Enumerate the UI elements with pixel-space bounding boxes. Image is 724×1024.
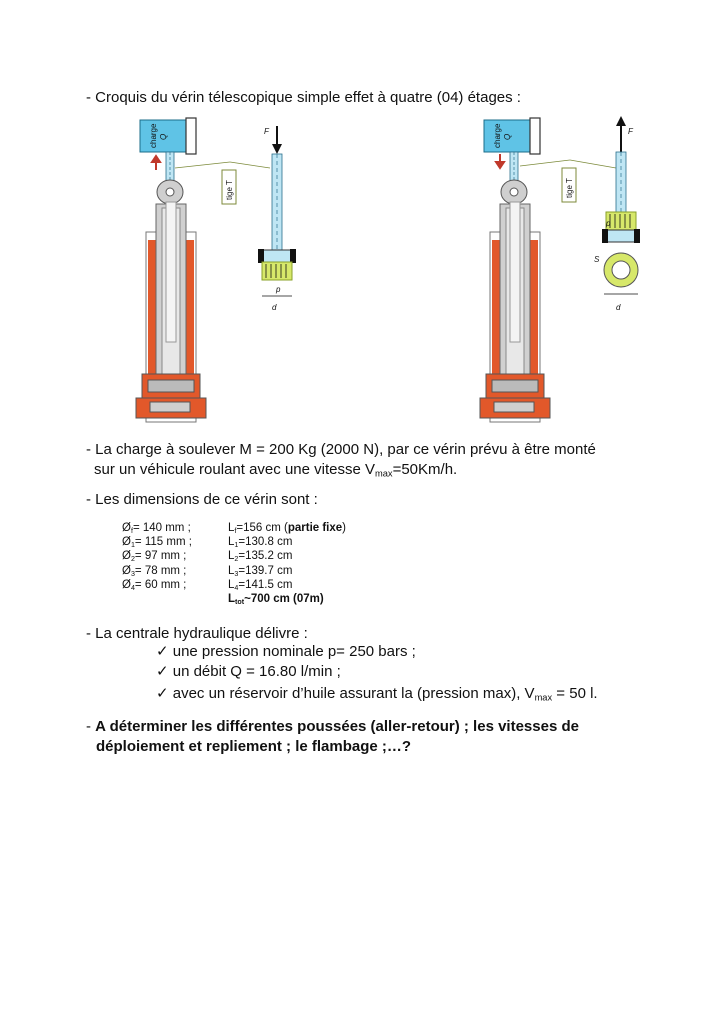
- task-line-1: - A déterminer les différentes poussées (aller-retour) ; les vitesses de: [86, 718, 579, 735]
- intro-text: - Croquis du vérin télescopique simple effet à quatre (04) étages :: [86, 89, 521, 106]
- dimension-row: $Ø_4= 60$ mm ; $L_4=141.5$ cm: [122, 578, 293, 592]
- dimensions-list: [122, 521, 346, 606]
- cylinder-sketch-retracted: [470, 112, 660, 428]
- dimension-row: $Ø_2= 97$ mm ; $L_2=135.2$ cm: [122, 550, 293, 564]
- load-line-2: sur un véhicule roulant avec une vitesse $V_{max}=50Km/h$.: [94, 461, 458, 479]
- charge-label: charge: [149, 123, 158, 148]
- hydraulic-item-pressure: ✓ une pression nominale p= 250 bars ;: [156, 643, 416, 660]
- hydraulic-title: - La centrale hydraulique délivre :: [86, 625, 308, 642]
- dimension-row: $Ø_1= 115$ mm ; $L_1=130.8$ cm: [122, 536, 293, 549]
- dimensions-title: - Les dimensions de ce vérin sont :: [86, 491, 318, 508]
- s-label: S: [594, 255, 600, 264]
- d-label: d: [616, 303, 621, 312]
- cylinder-sketch-extended: [120, 112, 310, 428]
- p-label: p: [606, 219, 611, 228]
- charge-label: charge: [493, 123, 502, 148]
- force-label: F: [628, 127, 633, 136]
- task-line-2: déploiement et repliement ; le flambage ;…?: [96, 738, 412, 755]
- dimension-row: $Ø_3= 78$ mm ; $L_3=139.7$ cm: [122, 564, 293, 578]
- hydraulic-item-reservoir: ✓ avec un réservoir d’huile assurant la (pression max), $V_{max} = 50$ l.: [156, 685, 598, 703]
- charge-q-label: Q: [159, 133, 168, 140]
- hydraulic-item-flow: ✓ un débit Q = 16.80 l/min ;: [156, 663, 341, 680]
- load-line-1: - La charge à soulever M = 200 Kg (2000 N), par ce vérin prévu à être monté: [86, 441, 596, 458]
- force-label: F: [264, 127, 269, 136]
- tige-label: tige T: [565, 178, 574, 198]
- dimension-total-row: $L_{tot}\sim 700$ cm (07m): [228, 592, 324, 606]
- dimension-row: $Ø_f= 140$ mm ; $L_f=156$ cm (partie fixe): [122, 522, 347, 535]
- charge-q-label: Q: [503, 133, 512, 140]
- tige-label: tige T: [225, 180, 234, 200]
- d-label: d: [272, 303, 277, 312]
- p-label: p: [276, 285, 281, 294]
